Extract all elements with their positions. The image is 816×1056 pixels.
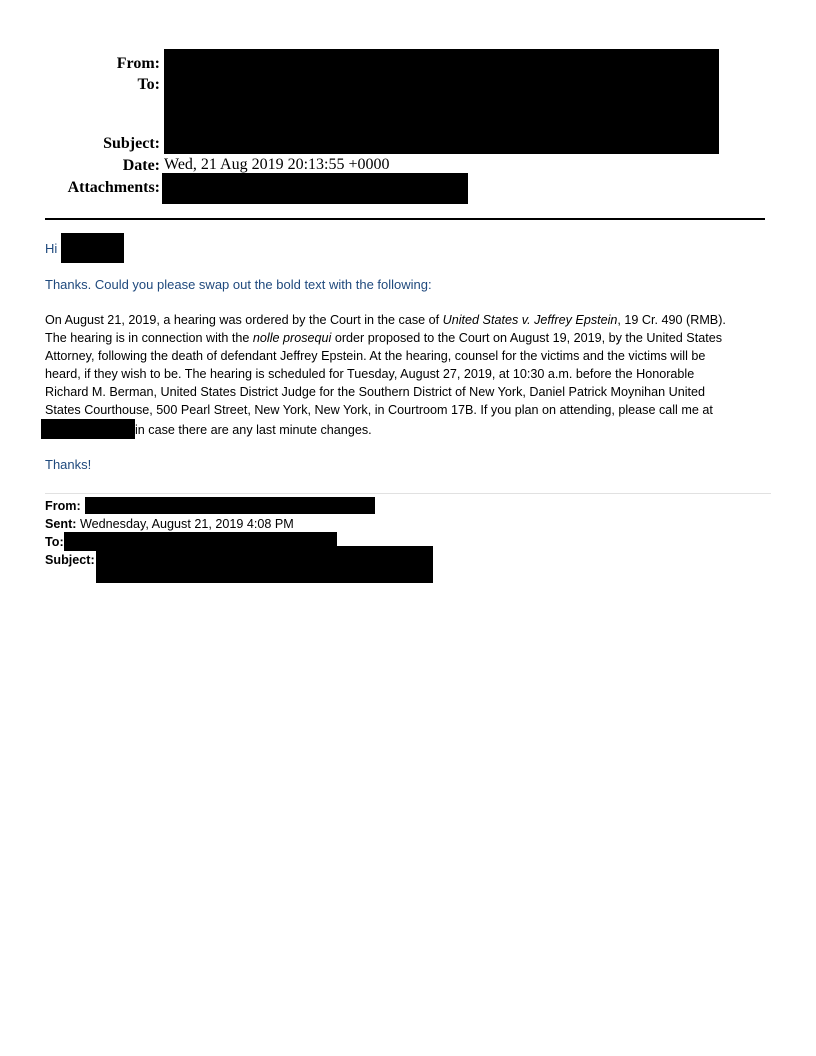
body-line-7: in case there are any last minute changes.: [45, 419, 775, 437]
header-date-value: Wed, 21 Aug 2019 20:13:55 +0000: [164, 156, 390, 173]
message-body: [45, 311, 775, 437]
header-redaction-block: [164, 49, 719, 154]
body-line-1: On August 21, 2019, a hearing was ordered by the Court in the case of United States v. Jeffrey Epstein, 19 Cr. 490 (RMB).: [45, 313, 726, 327]
header-date-label: Date:: [122, 157, 160, 174]
fwd-subject-redaction: [96, 546, 433, 583]
header-to-label: To:: [137, 76, 160, 93]
fwd-to-row: [45, 533, 64, 551]
header-attachments-label: Attachments:: [67, 179, 160, 196]
header-from-label: From:: [116, 55, 160, 72]
header-divider: [45, 218, 765, 220]
intro-text: Thanks. Could you please swap out the bold text with the following:: [45, 277, 432, 292]
fwd-sent-label: Sent:: [45, 517, 77, 531]
header-subject-label: Subject:: [103, 135, 160, 152]
fwd-to-label: To:: [45, 535, 64, 549]
forward-divider: [45, 493, 771, 494]
greeting-text: Hi: [45, 241, 58, 256]
fwd-from-redaction: [85, 497, 375, 514]
body-line-6: States Courthouse, 500 Pearl Street, New York, New York, in Courtroom 17B. If you plan on attending, please call me at: [45, 403, 713, 417]
fwd-from-row: [45, 497, 81, 515]
phone-redaction: [41, 419, 135, 439]
body-line-3: Attorney, following the death of defendant Jeffrey Epstein. At the hearing, counsel for the victims and the victims will be: [45, 349, 706, 363]
body-line-4: heard, if they wish to be. The hearing is scheduled for Tuesday, August 27, 2019, at 10:30 a.m. before the Honorable: [45, 367, 695, 381]
fwd-subject-label: Subject:: [45, 553, 95, 567]
body-line-5: Richard M. Berman, United States District Judge for the Southern District of New York, Daniel Patrick Moynihan United: [45, 385, 706, 399]
nolle-prosequi-italic: nolle prosequi: [252, 331, 332, 345]
fwd-subject-row: [45, 551, 95, 569]
greeting-name-redaction: [61, 233, 124, 263]
fwd-from-label: From:: [45, 499, 81, 513]
case-name-italic: United States v. Jeffrey Epstein: [442, 313, 618, 327]
signoff-text: Thanks!: [45, 457, 92, 472]
fwd-sent-value: Wednesday, August 21, 2019 4:08 PM: [79, 517, 294, 531]
attachments-redaction: [162, 173, 468, 204]
body-line-2: The hearing is in connection with the nolle prosequi order proposed to the Court on August 19, 2019, by the United States: [45, 331, 723, 345]
fwd-sent-row: [45, 515, 294, 533]
